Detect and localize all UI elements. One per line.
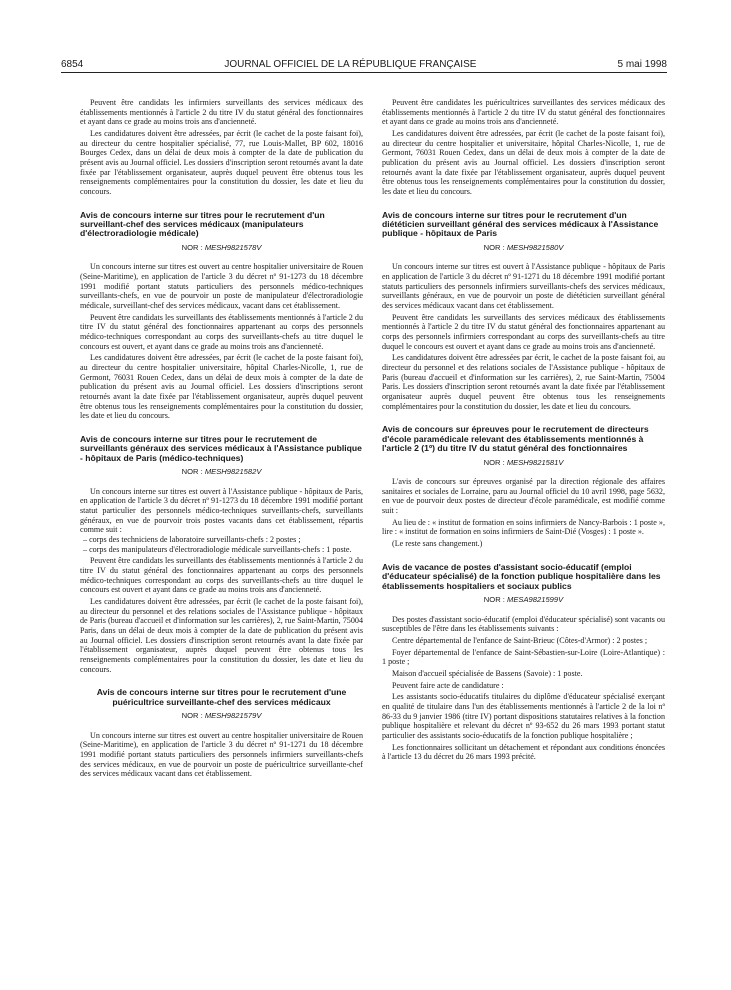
paragraph: Foyer départemental de l'enfance de Saint-Sébastien-sur-Loire (Loire-Atlantique) : 1 poste ; [382,647,665,667]
nor-code: MESH9821581V [506,457,564,467]
paragraph: Maison d'accueil spécialisée de Bassens (Savoie) : 1 poste. [392,668,583,678]
paragraph: Les candidatures doivent être adressées, par écrit (le cachet de la poste faisant foi), au directeur du personnel et des relations sociales de l'Assistance publique - hôpitaux de Paris (bureau d'accueil et d'information sur les carrières), 2, rue Saint-Martin, 75004 Paris, dans un délai de deux mois à compter de la date de publication du présent avis au Journal officiel. Les dossiers d'inscription seront retournés avant la date fixée par l'établissement organisateur, auprès duquel peuvent être obtenus tous les renseignements complémentaires pour la constitution du dossier, les date et lieu du concours. [80,597,363,674]
nor-label: NOR : [483,457,505,467]
nor-reference [80,243,363,253]
notice-title: Avis de concours interne sur titres pour le recrutement d'un diététicien surveillant général des services médicaux à l'Assistance publique - hôpitaux de Paris [382,209,659,239]
paragraph: Au lieu de : « institut de formation en soins infirmiers de Nancy-Barbois : 1 poste », lire : « institut de formation en soins infirmiers de Saint-Dié (Vosges) : 1 poste ». [382,517,665,537]
right-column [382,98,665,762]
nor-label: NOR : [181,467,203,477]
paragraph: Les assistants socio-éducatifs titulaires du diplôme d'éducateur spécialisé exerçant en qualité de titulaire dans l'un des établissements mentionnés à l'article 2 de la loi nº 86-33 du 9 janvier 1986 (titre IV) portant dispositions statutaires relatives à la fonction publique hospitalière et relevant du décret nº 93-652 du 26 mars 1993 portant statut particulier des assistants socio-éducatifs de la fonction publique hospitalière ; [382,692,665,740]
nor-label: NOR : [181,242,203,252]
nor-reference [382,458,665,468]
paragraph: Un concours interne sur titres est ouvert au centre hospitalier universitaire de Rouen (Seine-Maritime), en application de l'article 3 du décret nº 91-1271 du 18 décembre 1991 modifié portant statuts particuliers des personnels infirmiers surveillants-chefs des services médicaux, en vue de pourvoir un poste de puéricultrice surveillante-chef des services médicaux vacant dans cet établissement. [80,730,363,779]
paragraph: Les candidatures doivent être adressées, par écrit (le cachet de la poste faisant foi), au directeur du centre hospitalier et universitaire, hôpital Charles-Nicolle, 1, rue de Germont, 76031 Rouen Cedex, dans un délai de deux mois à compter de la date de publication du présent avis au Journal officiel. Les dossiers d'inscription seront retournés avant la date fixée par l'établissement organisateur, auprès duquel peuvent être obtenus tous les renseignements complémentaires pour la constitution du dossier, les date et lieu du concours. [382,128,665,196]
publication-date: 5 mai 1998 [617,59,667,70]
notice-title: Avis de concours interne sur titres pour le recrutement d'un surveillant-chef des services médicaux (manipulateurs d'électroradiologie médicale) [80,209,325,239]
paragraph: Peuvent être candidates les puéricultrices surveillantes des services médicaux des établissements mentionnés à l'article 2 du titre IV du statut général des fonctionnaires et ayant dans ce grade au moins trois ans d'ancienneté. [382,98,665,127]
paragraph: Peuvent être candidats les surveillants des établissements mentionnés à l'article 2 du titre IV du statut général des fonctionnaires appartenant au corps des personnels médico-techniques correspondant au corps des surveillants-chefs au titre duquel le concours est ouvert et ayant dans ce grade au moins trois ans d'ancienneté. [80,556,363,595]
left-column [80,98,363,779]
nor-reference [382,595,665,605]
page-number: 6854 [61,59,84,70]
nor-code: MESH9821578V [204,242,262,252]
notice-title: Avis de concours interne sur titres pour le recrutement de surveillants généraux des services médicaux à l'Assistance publique - hôpitaux de Paris (médico-techniques) [80,433,362,463]
nor-reference [80,711,363,721]
nor-reference [382,243,665,253]
nor-label: NOR : [483,242,505,252]
nor-code: MESH9821580V [506,242,564,252]
page-header [61,56,667,70]
paragraph: Peuvent être candidats les surveillants des établissements mentionnés à l'article 2 du titre IV du statut général des fonctionnaires appartenant au corps des personnels médico-techniques correspondant au corps des surveillants-chefs au titre duquel le concours est ouvert, et ayant dans ce grade au moins trois ans d'ancienneté. [80,312,363,351]
nor-label: NOR : [181,711,203,721]
nor-code: MESH9821582V [204,467,262,477]
paragraph: Les candidatures doivent être adressées, par écrit (le cachet de la poste faisant foi), au directeur du centre hospitalier spécialisé, 77, rue Louis-Mallet, BP 602, 18016 Bourges Cedex, dans un délai de deux mois à compter de la date de publication du présent avis au Journal officiel. Les dossiers d'inscription seront retournés avant la date fixée par l'établissement organisateur, auprès duquel peuvent être obtenus tous les renseignements complémentaires pour la constitution du dossier, les date et lieu du concours. [80,128,363,196]
nor-code: MESA9821599V [507,594,564,604]
paragraph: Peuvent faire acte de candidature : [392,680,504,690]
paragraph: Un concours interne sur titres est ouvert au centre hospitalier universitaire de Rouen (Seine-Maritime), en application de l'article 3 du décret nº 91-1273 du 18 décembre 1991 modifié portant statuts particuliers des personnels médico-techniques surveillants-chefs, en vue de pourvoir un poste de manipulateur d'électroradiologie médicale, surveillant-chef des services médicaux, vacant dans cet établissement. [80,262,363,311]
paragraph: Un concours interne sur titres est ouvert à l'Assistance publique - hôpitaux de Paris en application de l'article 3 du décret nº 91-1271 du 18 décembre 1991 modifié portant statuts particuliers des personnels infirmiers surveillants-chefs des services médicaux, surveillants généraux, en vue de pourvoir un poste de diététicien surveillant général des services médicaux vacant dans cet établissement. [382,262,665,311]
header-rule [61,72,667,73]
notice-title: Avis de concours sur épreuves pour le recrutement de directeurs d'école paramédicale relevant des établissements mentionnés à l'article 2 (1º) du titre IV du statut général des fonctionnaires [382,424,649,454]
paragraph: Un concours interne sur titres est ouvert à l'Assistance publique - hôpitaux de Paris, en application de l'article 3 du décret nº 91-1273 du 18 décembre 1991 modifié portant statut particulier des personnels médico-techniques surveillants-chefs, surveillants généraux, en vue de pourvoir trois postes vacants dans cet établissement, répartis comme suit : [80,486,363,535]
paragraph: L'avis de concours sur épreuves organisé par la direction régionale des affaires sanitaires et sociales de Lorraine, paru au Journal officiel du 10 avril 1998, page 5632, en vue de pourvoir deux postes de directeur d'école paramédicale, est modifié comme suit : [382,477,665,516]
paragraph: Des postes d'assistant socio-éducatif (emploi d'éducateur spécialisé) sont vacants ou susceptibles de l'être dans les établissements suivants : [382,614,665,634]
nor-code: MESH9821579V [204,711,262,721]
paragraph: Les fonctionnaires sollicitant un détachement et répondant aux conditions énoncées à l'article 13 du décret du 26 mars 1993 précité. [382,742,665,762]
paragraph: Centre départemental de l'enfance de Saint-Brieuc (Côtes-d'Armor) : 2 postes ; [392,635,648,645]
nor-label: NOR : [483,594,505,604]
nor-reference [80,467,363,477]
list-item: – corps des manipulateurs d'électroradiologie médicale surveillants-chefs : 1 poste. [83,544,352,554]
notice-title: Avis de vacance de postes d'assistant socio-éducatif (emploi d'éducateur spécialisé) de la fonction publique hospitalière dans les établissements hospitaliers et sociaux publics [382,561,661,591]
paragraph: (Le reste sans changement.) [392,539,483,549]
paragraph: Les candidatures doivent être adressées, par écrit (le cachet de la poste faisant foi), au directeur du centre hospitalier universitaire, hôpital Charles-Nicolle, 1, rue de Germont, 76031 Rouen Cedex, dans un délai de deux mois à compter de la date de publication du présent avis au Journal officiel. Les dossiers d'inscriptions seront retournés avant la date fixée par l'établissement organisateur, auprès duquel peuvent être obtenus tous les renseignements complémentaires pour la constitution du dossier, les date et lieu du concours. [80,353,363,421]
paragraph: Peuvent être candidats les surveillants des services médicaux des établissements mentionnés à l'article 2 du titre IV du statut général des fonctionnaires appartenant au corps des personnels infirmiers correspondant au corps des surveillants-chefs au titre duquel le concours est ouvert et ayant dans ce grade au moins trois ans d'ancienneté. [382,312,665,351]
list-item: – corps des techniciens de laboratoire surveillants-chefs : 2 postes ; [83,535,301,545]
paragraph: Les candidatures doivent être adressées par écrit, le cachet de la poste faisant foi, au directeur du personnel et des relations sociales de l'Assistance publique - hôpitaux de Paris (bureau d'accueil et d'information sur les carrières), 2, rue Saint-Martin, 75004 Paris. Les dossiers d'inscription seront retournés avant la date fixée par l'établissement organisateur auprès duquel peuvent être obtenus tous les renseignements complémentaires pour la constitution du dossier, les date et lieu du concours. [382,353,665,411]
notice-title: Avis de concours interne sur titres pour le recrutement d'une puéricultrice surveillante-chef des services médicaux [96,687,347,707]
paragraph: Peuvent être candidats les infirmiers surveillants des services médicaux des établissements mentionnés à l'article 2 du titre IV du statut général des fonctionnaires et ayant dans ce grade au moins trois ans d'ancienneté. [80,98,363,127]
journal-title: JOURNAL OFFICIEL DE LA RÉPUBLIQUE FRANÇAISE [224,59,477,70]
